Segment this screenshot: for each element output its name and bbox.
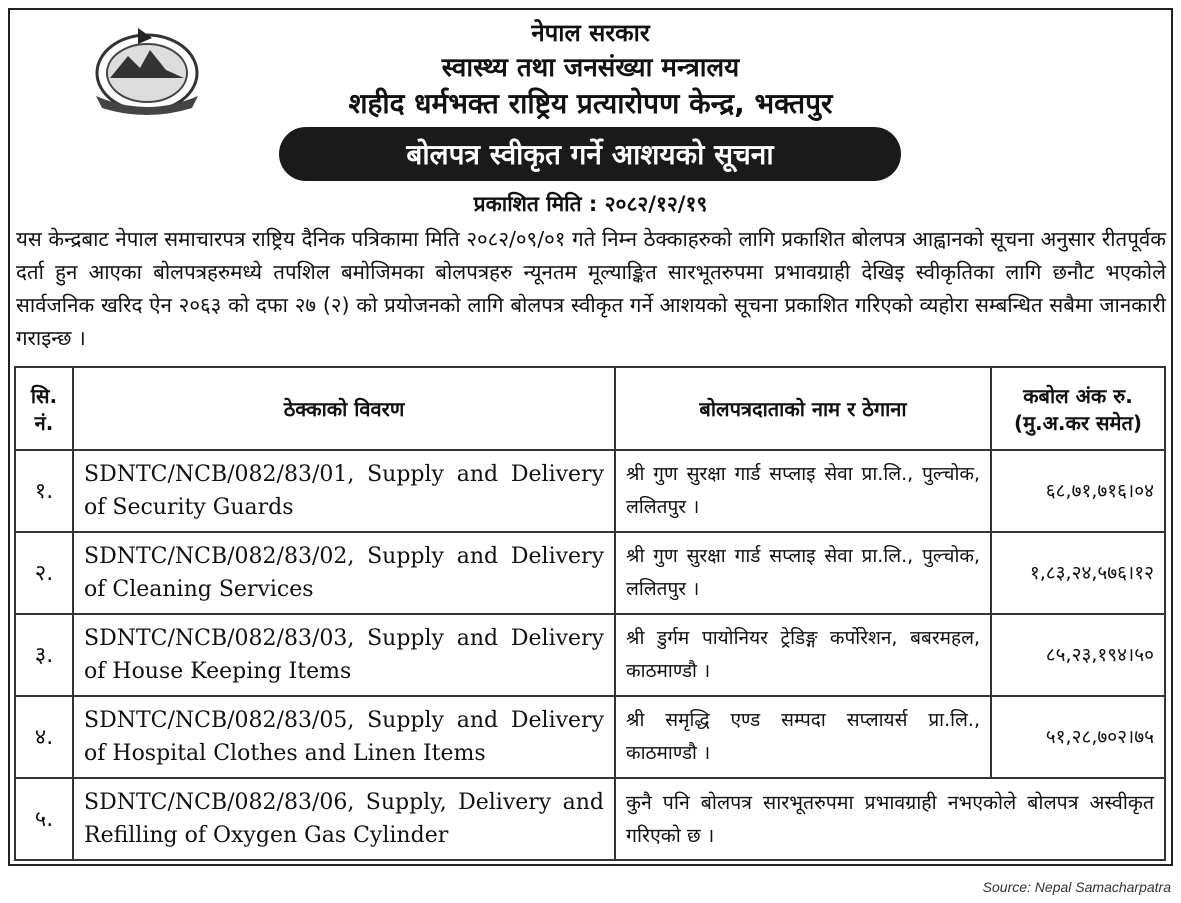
cell-description: SDNTC/NCB/082/83/02, Supply and Delivery of Cleaning Services — [73, 532, 615, 614]
cell-sn: १. — [15, 450, 73, 532]
table-row — [15, 450, 1165, 532]
cell-sn: ४. — [15, 696, 73, 778]
cell-sn: ५. — [15, 778, 73, 860]
award-table — [14, 366, 1166, 861]
cell-amount: ८५,२३,१९४।५० — [991, 614, 1165, 696]
table-header-row — [15, 367, 1165, 450]
cell-amount: १,८३,२४,५७६।१२ — [991, 532, 1165, 614]
cell-description: SDNTC/NCB/082/83/06, Supply, Delivery and Refilling of Oxygen Gas Cylinder — [73, 778, 615, 860]
cell-bidder: श्री डुर्गम पायोनियर ट्रेडिङ्ग कर्पोरेशन, बबरमहल, काठमाण्डौ । — [615, 614, 991, 696]
cell-rejection-note: कुनै पनि बोलपत्र सारभूतरुपमा प्रभावग्राही नभएकोले बोलपत्र अस्वीकृत गरिएको छ । — [615, 778, 1165, 860]
cell-description: SDNTC/NCB/082/83/05, Supply and Delivery of Hospital Clothes and Linen Items — [73, 696, 615, 778]
ministry-name: स्वास्थ्य तथा जनसंख्या मन्त्रालय — [441, 53, 740, 83]
header-bidder: बोलपत्रदाताको नाम र ठेगाना — [615, 367, 991, 450]
header-amount: कबोल अंक रु. (मु.अ.कर समेत) — [991, 367, 1165, 450]
header-description: ठेक्काको विवरण — [73, 367, 615, 450]
cell-amount: ६८,७१,७१६।०४ — [991, 450, 1165, 532]
notice-title-text: बोलपत्र स्वीकृत गर्ने आशयको सूचना — [406, 138, 774, 171]
table-row — [15, 532, 1165, 614]
cell-bidder: श्री गुण सुरक्षा गार्ड सप्लाइ सेवा प्रा.लि., पुल्चोक, ललितपुर । — [615, 450, 991, 532]
cell-description: SDNTC/NCB/082/83/01, Supply and Delivery of Security Guards — [73, 450, 615, 532]
cell-sn: ३. — [15, 614, 73, 696]
cell-bidder: श्री गुण सुरक्षा गार्ड सप्लाइ सेवा प्रा.लि., पुल्चोक, ललितपुर । — [615, 532, 991, 614]
organization-name: शहीद धर्मभक्त राष्ट्रिय प्रत्यारोपण केन्द्र, भक्तपुर — [348, 87, 833, 120]
cell-bidder: श्री समृद्धि एण्ड सम्पदा सप्लायर्स प्रा.लि., काठमाण्डौ । — [615, 696, 991, 778]
header-sn: सि. नं. — [15, 367, 73, 450]
notice-body: यस केन्द्रबाट नेपाल समाचारपत्र राष्ट्रिय दैनिक पत्रिकामा मिति २०८२/०९/०१ गते निम्न ठेक्काहरुको लागि प्रकाशित बोलपत्र आह्वानको सूचना अनुसार रीतपूर्वक दर्ता हुन आएका बोलपत्रहरुमध्ये तपशिल बमोजिमका बोलपत्रहरु न्यूनतम मूल्याङ्कित सारभूतरुपमा प्रभावग्राही देखिइ स्वीकृतिका लागि छनौट भएकोले सार्वजनिक खरिद ऐन २०६३ को दफा २७ (२) को प्रयोजनको लागि बोलपत्र स्वीकृत गर्ने आशयको सूचना प्रकाशित गरिएको व्यहोरा सम्बन्धित सबैमा जानकारी गराइन्छ । — [16, 227, 1166, 350]
table-row — [15, 778, 1165, 860]
government-name: नेपाल सरकार — [531, 19, 650, 47]
table-row — [15, 614, 1165, 696]
cell-amount: ५१,२८,७०२।७५ — [991, 696, 1165, 778]
notice-title — [279, 127, 901, 181]
source-caption: Source: Nepal Samacharpatra — [982, 879, 1171, 895]
cell-description: SDNTC/NCB/082/83/03, Supply and Delivery of House Keeping Items — [73, 614, 615, 696]
published-date: प्रकाशित मिति : २०८२/१२/१९ — [473, 192, 708, 216]
cell-sn: २. — [15, 532, 73, 614]
table-row — [15, 696, 1165, 778]
